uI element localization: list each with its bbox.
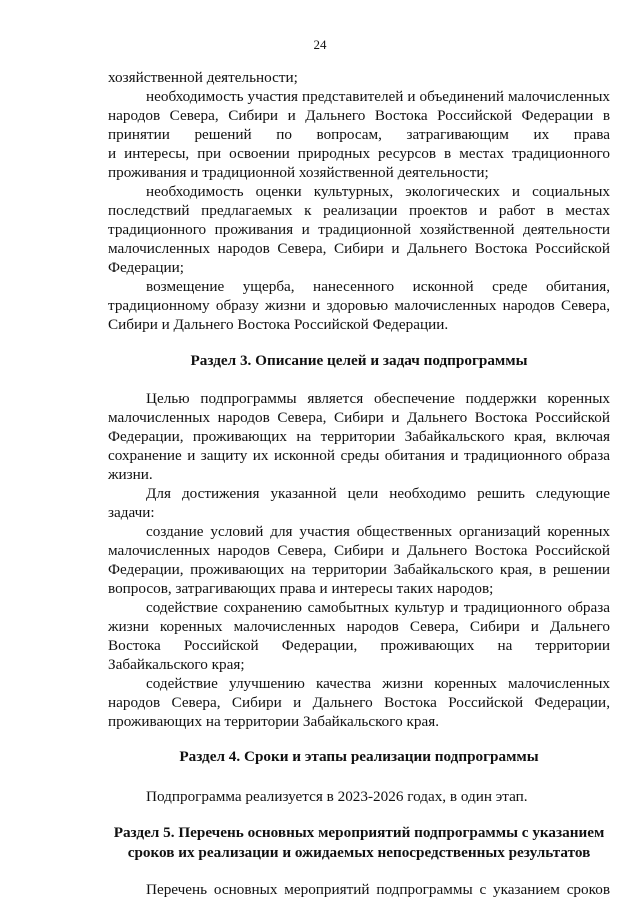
text-line: Сибири и Дальнего Востока Российской Федерации. xyxy=(108,316,449,333)
text-line: Востока Российской Федерации, проживающих на территории xyxy=(108,637,610,654)
text-line: Подпрограмма реализуется в 2023-2026 годах, в один этап. xyxy=(146,788,528,805)
section-heading: сроков их реализации и ожидаемых непосредственных результатов xyxy=(127,844,591,861)
section-heading: Раздел 5. Перечень основных мероприятий подпрограммы с указанием xyxy=(113,824,605,841)
text-line: традиционного проживания и традиционной хозяйственной деятельности xyxy=(108,221,610,238)
text-line: Целью подпрограммы является обеспечение поддержки коренных xyxy=(146,390,610,407)
page-number: 24 xyxy=(313,37,327,52)
text-line: возмещение ущерба, нанесенного исконной среде обитания, xyxy=(146,278,610,295)
text-line: содействие улучшению качества жизни коренных малочисленных xyxy=(146,675,610,692)
text-line: Федерации, проживающих на территории Забайкальского края, включая xyxy=(108,428,610,445)
text-line: Федерации, проживающих на территории Забайкальского края, в решении xyxy=(108,561,610,578)
text-line: народов Севера, Сибири и Дальнего Востока Российской Федерации в xyxy=(108,107,610,124)
text-line: жизни коренных малочисленных народов Севера, Сибири и Дальнего xyxy=(108,618,610,635)
text-line: необходимость оценки культурных, экологических и социальных xyxy=(146,183,610,200)
text-line: проживающих на территории Забайкальского края. xyxy=(108,713,440,730)
text-line: вопросов, затрагивающих права и интересы таких народов; xyxy=(108,580,494,597)
text-line: содействие сохранению самобытных культур и традиционного образа xyxy=(146,599,610,616)
text-line: малочисленных народов Севера, Сибири и Дальнего Востока Российской xyxy=(108,240,610,257)
text-line: традиционному образу жизни и здоровью малочисленных народов Севера, xyxy=(108,297,610,314)
text-line: малочисленных народов Севера, Сибири и Дальнего Востока Российской xyxy=(108,542,610,559)
text-line: малочисленных народов Севера, Сибири и Дальнего Востока Российской xyxy=(108,409,610,426)
section-heading: Раздел 4. Сроки и этапы реализации подпрограммы xyxy=(179,748,539,765)
text-line: хозяйственной деятельности; xyxy=(108,69,298,86)
text-line: задачи: xyxy=(108,504,155,521)
text-line: сохранение и защиту их исконной среды обитания и традиционного образа xyxy=(108,447,610,464)
text-line: Для достижения указанной цели необходимо решить следующие xyxy=(146,485,610,502)
text-line: Перечень основных мероприятий подпрограммы с указанием сроков xyxy=(146,881,610,898)
text-line: создание условий для участия общественных организаций коренных xyxy=(146,523,610,540)
text-line: народов Севера, Сибири и Дальнего Востока Российской Федерации, xyxy=(108,694,610,711)
text-line: Федерации; xyxy=(108,259,184,276)
section-heading: Раздел 3. Описание целей и задач подпрограммы xyxy=(190,352,528,369)
text-line: жизни. xyxy=(108,466,153,483)
text-line: Забайкальского края; xyxy=(108,656,245,673)
text-line: принятии решений по вопросам, затрагивающим их права xyxy=(108,126,610,143)
text-line: проживания и традиционной хозяйственной деятельности; xyxy=(108,164,489,181)
text-line: и интересы, при освоении природных ресурсов в местах традиционного xyxy=(108,145,610,162)
text-line: необходимость участия представителей и объединений малочисленных xyxy=(146,88,610,105)
text-line: последствий предлагаемых к реализации проектов и работ в местах xyxy=(108,202,610,219)
